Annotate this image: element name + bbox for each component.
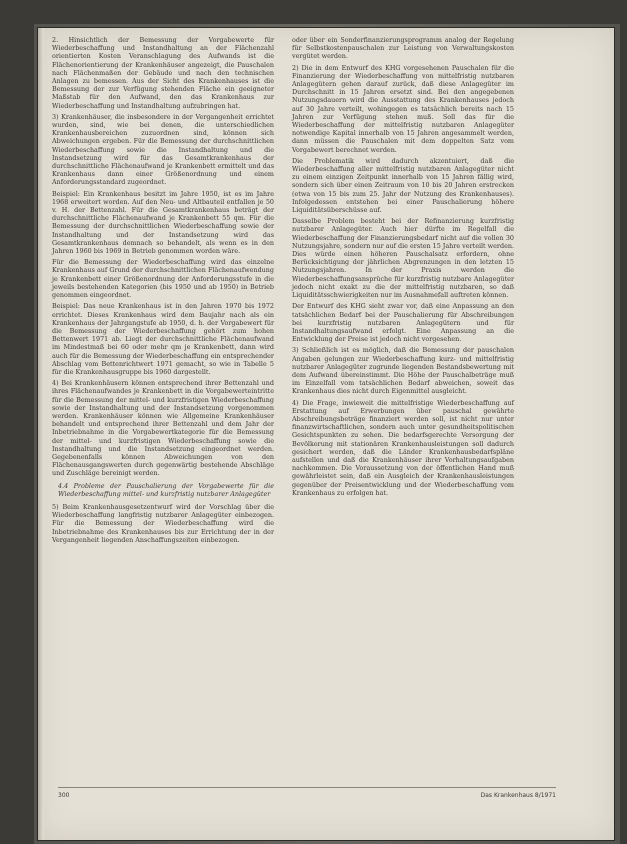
paragraph: oder über ein Sonderfinanzierungsprogramm analog der Regelung für Selbstkostenpauschalen zur Leistung von Verwaltungskosten vergütet werden. <box>292 36 514 61</box>
paragraph: 4) Bei Krankenhäusern können entsprechend ihrer Bettenzahl und ihres Flächenaufwandes je Krankenbett in die Vorgabewerteintritte für die Bemessung der mittel- und kurzfristigen Wiederbeschaffung sowie der Instandhaltung und der Instandsetzung vorgenommen werden. Krankenhäuser können wie Allgemeine Krankenhäuser behandelt und entsprechend ihrer Bettenzahl und dem Jahr der Inbetriebnahme in die Vorgabewertkategorie für die Bemessung der mittel- und kurzfristigen Wiederbeschaffung sowie die Instandhaltung und die Instandsetzung eingeordnet werden. Gegebenenfalls können Abweichungen von den Flächenausgangswerten durch gegenwärtig bestehende Abschläge und Zuschläge bereinigt werden. <box>52 379 274 478</box>
paragraph: Beispiel: Das neue Krankenhaus ist in den Jahren 1970 bis 1972 errichtet. Dieses Krankenhaus wird dem Baujahr nach als ein Krankenhaus der Jahrgangstufe ab 1950, d. h. der Vorgabewert für die Bemessung der Wiederbeschaffung gehört zum hohen Bettenwert 1971 ab. Liegt der durchschnittliche Flächenaufwand im Mindestmaß bei 60 oder mehr qm je Krankenbett, dann wird auch für die Bemessung der Wiederbeschaffung ein entsprechender Abschlag vom Bettenrichtwert 1971 gemacht, so wie in Tabelle 5 für die Krankenhausgruppe bis 1960 dargestellt. <box>52 302 274 376</box>
paragraph: 5) Beim Krankenhausgesetzentwurf wird der Vorschlag über die Wiederbeschaffung langfristig nutzbarer Anlagegüter einbezogen. Für die Bemessung der Wiederbeschaffung wird die Inbetriebnahme des Krankenhauses bis zur Errichtung der in der Vergangenheit liegenden Anschaffungszeiten einbezogen. <box>52 502 274 544</box>
paragraph: 2. Hinsichtlich der Bemessung der Vorgabewerte für Wiederbeschaffung und Instandhaltung an der Flächenzahl orientierten Kosten Veranschlagung des Aufwands ist die Flächenorientierung der Krankenhäuser angezeigt, die Pauschalen nach Flächenmaßen der Gebäude und nach den technischen Anlagen zu bemessen. Aus der Sicht des Krankenhauses ist die Bemessung der zur Verfügung stehenden Fläche ein geeigneter Maßstab für den Aufwand, den das Krankenhaus zur Wiederbeschaffung und Instandhaltung aufzubringen hat. <box>52 36 274 110</box>
right-text-column <box>292 36 514 500</box>
footer-rule <box>58 787 556 788</box>
paragraph: 3) Schließlich ist es möglich, daß die Bemessung der pauschalen Angaben gelungen zur Wiederbeschaffung kurz- und mittelfristig nutzbarer Anlagegüter zugrunde liegenden Bestandsbewertung mit dem Aufwand übereinstimmt. Die Höhe der Pauschalbeträge muß im Einzelfall vom tatsächlichen Bedarf abweichen, soweit das Krankenhaus dies nicht durch Eigenmittel ausgleicht. <box>292 346 514 396</box>
paragraph: Dasselbe Problem besteht bei der Refinanzierung kurzfristig nutzbarer Anlagegüter. Auch hier dürfte im Regelfall die Wiederbeschaffung der Finanzierungsbedarf nicht auf die vollen 30 Nutzungsjahre, sondern nur auf die ersten 15 Jahre verteilt werden. Dies würde einen höheren Pauschalsatz erfordern, ohne Berücksichtigung der jährlichen Abgrenzungen in den letzten 15 Nutzungsjahren. In der Praxis werden die Wiederbeschaffungsansprüche für kurzfristig nutzbare Anlagegüter jedoch nicht exakt zu die der mittelfristig nutzbaren, so daß Liquiditätsschwierigkeiten nur im Ausnahmefall auftreten können. <box>292 217 514 300</box>
paragraph: 3) Krankenhäuser, die insbesondere in der Vergangenheit errichtet wurden, sind, wie bei denen, die unterschiedlichen Krankenhausbereichen zuzuordnen sind, können sich Abweichungen ergeben. Für die Bemessung der durchschnittlichen Wiederbeschaffung sowie die Instandhaltung und die Instandsetzung wird für das Gesamtkrankenhaus der durchschnittliche Flächenaufwand je Krankenbett ermittelt und das Krankenhaus dann einer Größenordnung und einem Anforderungsstandard zugeordnet. <box>52 112 274 187</box>
paragraph: 4) Die Frage, inwieweit die mittelfristige Wiederbeschaffung auf Erstattung auf Erwerbungen über pauschal gewährte Abschreibungsbeträge finanziert werden soll, ist nicht nur unter finanzwirtschaftlichen, sondern auch unter gesundheitspolitischen Gesichtspunkten zu sehen. Die bedarfsgerechte Versorgung der Bevölkerung mit stationären Krankenhausleistungen soll dadurch gesichert werden, daß die Länder Krankenhausbedarfspläne aufstellen und daß die Krankenhäuser ihrer Vorhaltungsaufgaben nachkommen. Die Voraussetzung von der öffentlichen Hand muß gewährleistet sein, daß ein Ausgleich der Krankenhausleistungen gegenüber der Preisentwicklung und der Wiederbeschaffung vom Krankenhaus zu erfolgen hat. <box>292 398 514 497</box>
paragraph: Beispiel: Ein Krankenhaus besitzt im Jahre 1950, ist es im Jahre 1968 erweitert worden. Auf den Neu- und Altbauteil entfallen je 50 v. H. der Bettenzahl. Für die Gesamtkrankenhaus beträgt der durchschnittliche Flächenaufwand je Krankenbett 55 qm. Für die Bemessung der durchschnittlichen Wiederbeschaffung sowie der Instandhaltung und der Instandsetzung wird das Gesamtkrankenhaus demnach so behandelt, als wenn es in den Jahren 1960 bis 1969 in Betrieb genommen worden wäre. <box>52 189 274 256</box>
paragraph: Für die Bemessung der Wiederbeschaffung wird das einzelne Krankenhaus auf Grund der durchschnittlichen Flächenaufwendung je Krankenbett einer Größenordnung der Anforderungsstufe in die jeweils bestehenden Kategorien (bis 1950 und ab 1950) in Betrieb genommen eingeordnet. <box>52 258 274 300</box>
page-binding-edge <box>38 28 44 840</box>
left-text-column <box>52 36 274 547</box>
paragraph: Der Entwurf des KHG sieht zwar vor, daß eine Anpassung an den tatsächlichen Bedarf bei der Pauschalierung für Abschreibungen bei kurzfristig nutzbaren Anlagegütern und für Instandhaltungsaufwand erfolgt. Eine Anpassung an die Entwicklung der Preise ist jedoch nicht vorgesehen. <box>292 302 514 344</box>
section-heading: 4.4 Probleme der Pauschalierung der Vorgabewerte für die Wiederbeschaffung mittel- und kurzfristig nutzbarer Anlagegüter <box>58 481 274 498</box>
paragraph: Die Problematik wird dadurch akzentuiert, daß die Wiederbeschaffung aller mittelfristig nutzbaren Anlagegüter nicht zu einem einzigen Zeitpunkt innerhalb von 15 Jahren fällig wird, sondern sich über einen Zeitraum von 10 bis 20 Jahren erstrecken (etwa von 15 bis zum 25. Jahr der Nutzung des Krankenhauses). Infolgedessen entstehen bei einer Pauschalierung höhere Liquiditätsüberschüsse auf. <box>292 156 514 215</box>
journal-reference: Das Krankenhaus 8/1971 <box>480 792 556 799</box>
page-number: 300 <box>58 792 70 799</box>
paragraph: 2) Die in dem Entwurf des KHG vorgesehenen Pauschalen für die Finanzierung der Wiederbeschaffung von mittelfristig nutzbaren Anlagegütern gehen darauf zurück, daß diese Anlagegüter im Durchschnitt in 15 Jahren ersetzt sind. Bei den angegebenen Nutzungsdauern wird die Ausstattung des Krankenhauses jedoch auf 30 Jahre verteilt, wohingegen es tatsächlich bereits nach 15 Jahren zur Verfügung stehen muß. Soll das für die Wiederbeschaffung der mittelfristig nutzbaren Anlagegüter notwendige Kapital innerhalb von 15 Jahren angesammelt werden, dann müssen die Pauschalen mit dem doppelten Satz vom Vorgabewert berechnet werden. <box>292 63 514 154</box>
